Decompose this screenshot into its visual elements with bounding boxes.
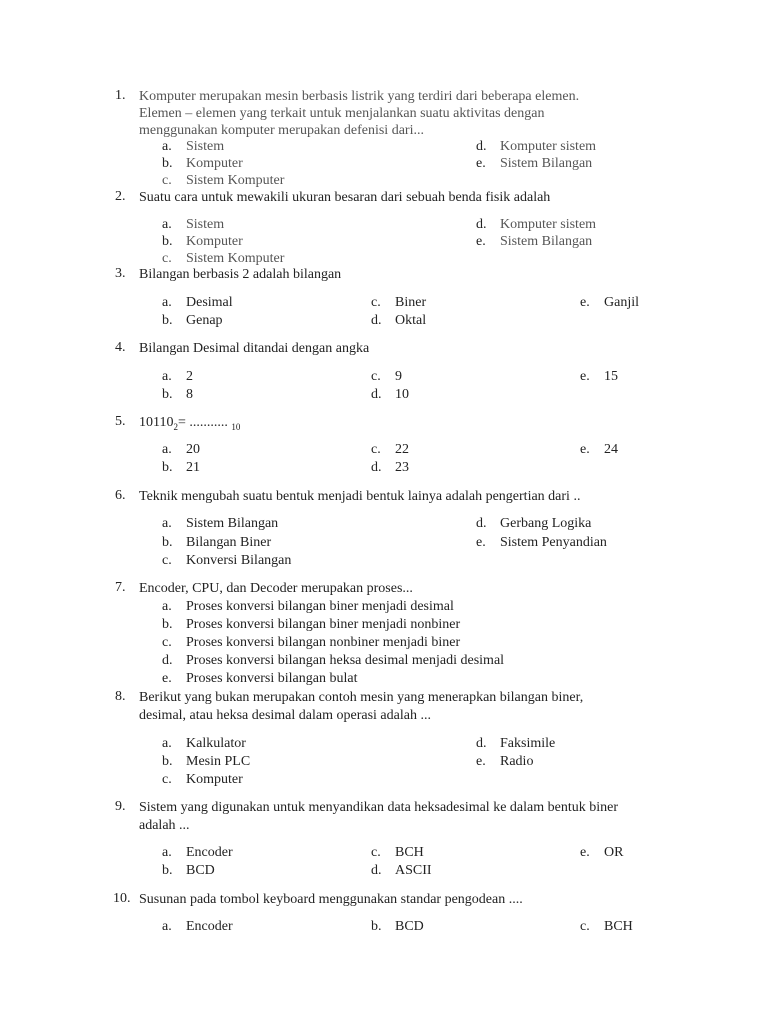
option-text: Konversi Bilangan	[186, 553, 292, 568]
option-d[interactable]	[371, 386, 409, 403]
option-a[interactable]	[162, 735, 246, 752]
option-c[interactable]	[371, 844, 424, 861]
option-text: BCD	[186, 863, 215, 878]
option-text: Proses konversi bilangan nonbiner menjadi biner	[186, 635, 461, 650]
question-text	[139, 488, 699, 505]
question-number: 5.	[115, 414, 126, 429]
option-text: 2	[186, 369, 193, 384]
option-letter: b.	[162, 156, 173, 171]
option-text: Faksimile	[500, 736, 556, 751]
option-letter: e.	[580, 369, 590, 384]
question-text-line: Bilangan Desimal ditandai dengan angka	[139, 341, 370, 356]
option-text: Sistem Komputer	[186, 173, 285, 188]
option-text: Desimal	[186, 295, 233, 310]
question-text	[139, 799, 739, 835]
binary-number: 10110	[139, 415, 174, 430]
option-letter: b.	[162, 460, 173, 475]
option-letter: e.	[580, 295, 590, 310]
option-text: Sistem Bilangan	[500, 156, 593, 171]
option-letter: a.	[162, 736, 172, 751]
option-letter: a.	[162, 599, 172, 614]
option-d[interactable]	[371, 312, 426, 329]
option-letter: d.	[162, 653, 173, 668]
option-c[interactable]	[580, 918, 633, 935]
option-letter: c.	[162, 772, 172, 787]
option-letter: c.	[371, 369, 381, 384]
question-number: 2.	[115, 189, 126, 204]
question-text-line: Suatu cara untuk mewakili ukuran besaran dari sebuah benda fisik adalah	[139, 190, 551, 205]
target-base-subscript: 10	[231, 421, 241, 432]
option-letter: d.	[371, 863, 382, 878]
option-text: Ganjil	[604, 295, 639, 310]
option-text: 15	[604, 369, 618, 384]
option-text: Sistem Bilangan	[186, 516, 279, 531]
option-text: Mesin PLC	[186, 754, 251, 769]
question-number: 9.	[115, 799, 126, 814]
option-e[interactable]	[476, 233, 592, 250]
option-letter: c.	[371, 442, 381, 457]
question-text-line: Berikut yang bukan merupakan contoh mesin yang menerapkan bilangan biner,	[139, 690, 584, 705]
option-text: ASCII	[395, 863, 432, 878]
option-d[interactable]	[476, 216, 596, 233]
question-text-line: desimal, atau heksa desimal dalam operasi adalah ...	[139, 708, 431, 723]
option-text: Sistem	[186, 139, 225, 154]
option-letter: d.	[371, 460, 382, 475]
option-text: Sistem Komputer	[186, 251, 285, 266]
option-a[interactable]	[162, 138, 224, 155]
option-text: Proses konversi bilangan biner menjadi nonbiner	[186, 617, 461, 632]
option-text: 22	[395, 442, 409, 457]
option-c[interactable]	[162, 552, 291, 569]
option-e[interactable]	[580, 294, 639, 311]
option-text: BCH	[604, 919, 633, 934]
option-a[interactable]	[162, 598, 454, 615]
option-letter: d.	[476, 516, 487, 531]
question-number: 8.	[115, 689, 126, 704]
option-text: Bilangan Biner	[186, 535, 272, 550]
equals-blank: = ...........	[177, 415, 228, 430]
question-text	[139, 266, 699, 283]
option-letter: d.	[476, 736, 487, 751]
option-c[interactable]	[162, 172, 284, 189]
option-b[interactable]	[371, 918, 424, 935]
option-letter: e.	[476, 754, 486, 769]
option-letter: c.	[162, 173, 172, 188]
option-a[interactable]	[162, 918, 233, 935]
option-c[interactable]	[162, 250, 284, 267]
option-letter: b.	[162, 863, 173, 878]
option-text: Komputer	[186, 772, 243, 787]
option-b[interactable]	[162, 155, 243, 172]
option-letter: e.	[162, 671, 172, 686]
option-text: Sistem	[186, 217, 225, 232]
option-text: OR	[604, 845, 624, 860]
option-a[interactable]	[162, 368, 193, 385]
option-a[interactable]	[162, 216, 224, 233]
option-d[interactable]	[476, 735, 555, 752]
option-letter: a.	[162, 845, 172, 860]
option-c[interactable]	[371, 294, 426, 311]
option-d[interactable]	[476, 138, 596, 155]
question-text-line: Komputer merupakan mesin berbasis listrik yang terdiri dari beberapa elemen.	[139, 89, 580, 104]
option-text: Kalkulator	[186, 736, 246, 751]
option-text: Sistem Penyandian	[500, 535, 607, 550]
question-number: 1.	[115, 88, 126, 103]
option-text: Komputer	[186, 234, 243, 249]
option-text: 23	[395, 460, 409, 475]
option-b[interactable]	[162, 753, 250, 770]
option-text: Komputer	[186, 156, 243, 171]
option-letter: b.	[162, 535, 173, 550]
option-letter: e.	[580, 442, 590, 457]
option-letter: a.	[162, 139, 172, 154]
option-letter: e.	[476, 156, 486, 171]
option-b[interactable]	[162, 386, 193, 403]
question-text	[139, 891, 699, 908]
question-text	[139, 414, 699, 436]
option-c[interactable]	[371, 441, 409, 458]
option-letter: c.	[162, 251, 172, 266]
option-text: 9	[395, 369, 402, 384]
option-d[interactable]	[476, 515, 591, 532]
option-letter: c.	[162, 553, 172, 568]
question-number: 4.	[115, 340, 126, 355]
option-text: Genap	[186, 313, 223, 328]
question-text	[139, 340, 699, 357]
option-text: Encoder	[186, 919, 233, 934]
option-letter: e.	[476, 234, 486, 249]
option-letter: a.	[162, 217, 172, 232]
option-letter: b.	[162, 387, 173, 402]
option-b[interactable]	[162, 616, 460, 633]
option-text: Oktal	[395, 313, 427, 328]
option-text: BCH	[395, 845, 424, 860]
question-text-line: Encoder, CPU, dan Decoder merupakan proses...	[139, 581, 413, 596]
option-letter: c.	[371, 845, 381, 860]
option-text: 10	[395, 387, 409, 402]
option-text: Radio	[500, 754, 534, 769]
option-letter: c.	[371, 295, 381, 310]
option-letter: a.	[162, 516, 172, 531]
question-text-line: Bilangan berbasis 2 adalah bilangan	[139, 267, 342, 282]
option-letter: d.	[371, 313, 382, 328]
question-text-line: Elemen – elemen yang terkait untuk menjalankan suatu aktivitas dengan	[139, 106, 545, 121]
option-letter: a.	[162, 919, 172, 934]
option-text: BCD	[395, 919, 424, 934]
option-d[interactable]	[162, 652, 504, 669]
option-text: 24	[604, 442, 618, 457]
question-number: 3.	[115, 266, 126, 281]
question-text-line: Sistem yang digunakan untuk menyandikan data heksadesimal ke dalam bentuk biner	[139, 800, 618, 815]
option-letter: b.	[371, 919, 382, 934]
option-text: 21	[186, 460, 200, 475]
option-e[interactable]	[476, 155, 592, 172]
option-b[interactable]	[162, 459, 200, 476]
question-text	[139, 689, 699, 725]
question-text	[139, 580, 699, 597]
option-d[interactable]	[371, 862, 432, 879]
option-text: Gerbang Logika	[500, 516, 592, 531]
option-a[interactable]	[162, 515, 278, 532]
question-text-line: menggunakan komputer merupakan defenisi dari...	[139, 123, 424, 138]
question-number: 7.	[115, 580, 126, 595]
option-b[interactable]	[162, 862, 215, 879]
option-letter: a.	[162, 295, 172, 310]
option-text: Biner	[395, 295, 427, 310]
option-text: Proses konversi bilangan bulat	[186, 671, 358, 686]
option-letter: b.	[162, 234, 173, 249]
option-e[interactable]	[476, 753, 533, 770]
question-text-line: Susunan pada tombol keyboard menggunakan standar pengodean ....	[139, 892, 523, 907]
option-e[interactable]	[476, 534, 607, 551]
option-letter: d.	[371, 387, 382, 402]
option-letter: e.	[580, 845, 590, 860]
option-text: Komputer sistem	[500, 217, 597, 232]
option-a[interactable]	[162, 844, 233, 861]
option-letter: b.	[162, 617, 173, 632]
option-b[interactable]	[162, 534, 271, 551]
option-text: Encoder	[186, 845, 233, 860]
option-letter: b.	[162, 754, 173, 769]
option-letter: d.	[476, 217, 487, 232]
option-letter: c.	[580, 919, 590, 934]
question-number: 6.	[115, 488, 126, 503]
option-letter: e.	[476, 535, 486, 550]
option-letter: a.	[162, 442, 172, 457]
option-e[interactable]	[162, 670, 357, 687]
option-letter: b.	[162, 313, 173, 328]
option-text: Sistem Bilangan	[500, 234, 593, 249]
question-number: 10.	[113, 891, 131, 906]
option-e[interactable]	[580, 441, 618, 458]
option-b[interactable]	[162, 312, 223, 329]
question-text	[139, 189, 699, 206]
option-e[interactable]	[580, 368, 618, 385]
option-b[interactable]	[162, 233, 243, 250]
option-e[interactable]	[580, 844, 623, 861]
option-a[interactable]	[162, 441, 200, 458]
option-c[interactable]	[371, 368, 402, 385]
question-text-line: Teknik mengubah suatu bentuk menjadi bentuk lainya adalah pengertian dari ..	[139, 489, 581, 504]
option-text: 8	[186, 387, 193, 402]
option-text: Komputer sistem	[500, 139, 597, 154]
option-a[interactable]	[162, 294, 233, 311]
option-text: Proses konversi bilangan heksa desimal menjadi desimal	[186, 653, 505, 668]
option-letter: d.	[476, 139, 487, 154]
option-c[interactable]	[162, 771, 243, 788]
option-letter: c.	[162, 635, 172, 650]
option-text: 20	[186, 442, 200, 457]
base-subscript: 2	[173, 421, 178, 432]
option-letter: a.	[162, 369, 172, 384]
option-c[interactable]	[162, 634, 460, 651]
option-text: Proses konversi bilangan biner menjadi desimal	[186, 599, 454, 614]
option-d[interactable]	[371, 459, 409, 476]
question-text-line: adalah ...	[139, 818, 190, 833]
question-text	[139, 88, 699, 139]
